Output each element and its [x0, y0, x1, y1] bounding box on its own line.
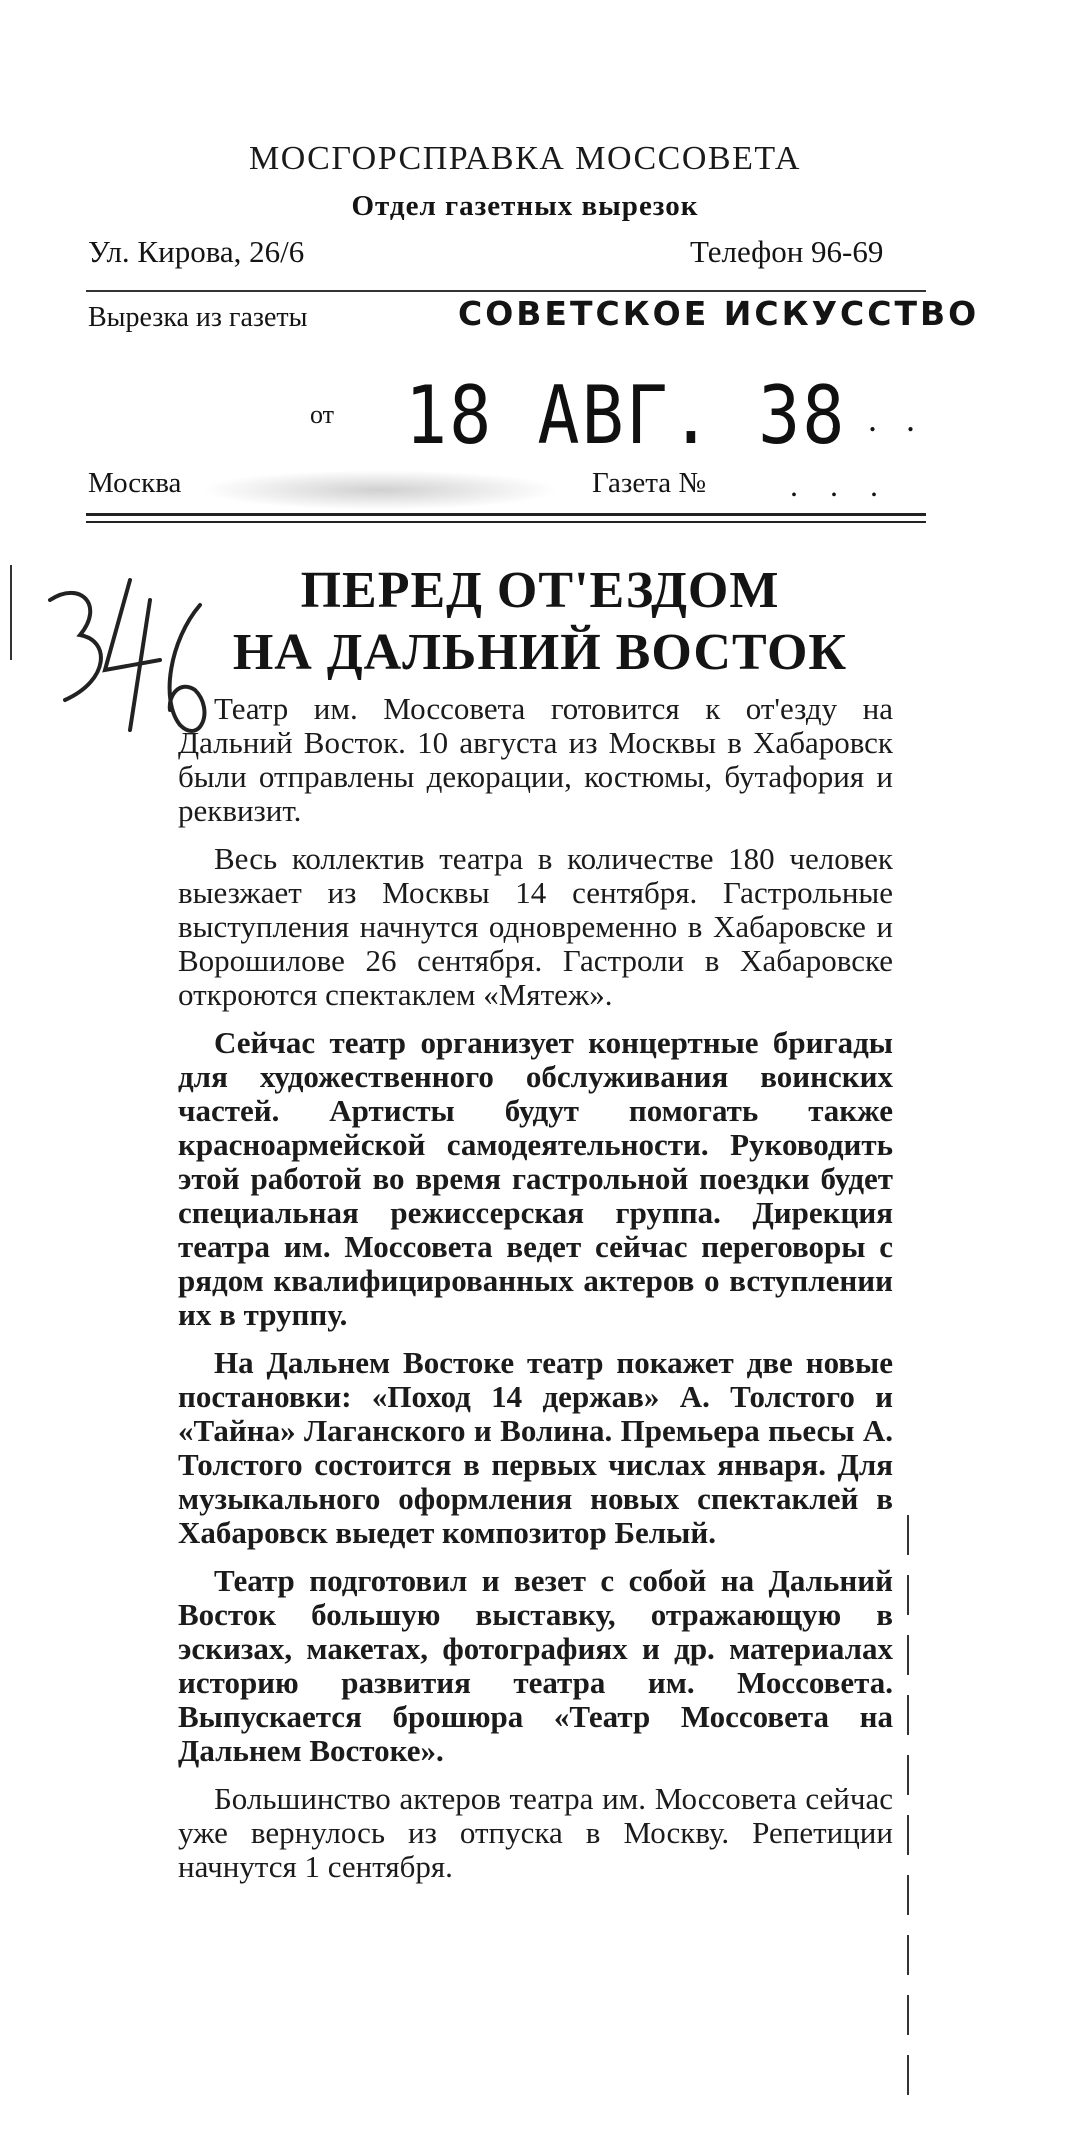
agency-name: МОСГОРСПРАВКА МОССОВЕТА	[248, 140, 801, 177]
article-headline	[180, 560, 900, 684]
article-paragraph: Театр им. Моссовета готовится к от'езду на Дальний Восток. 10 августа из Москвы в Хабаровск были отправлены декорации, костюмы, бутафория и реквизит.	[178, 691, 893, 828]
agency-address: Ул. Кирова, 26/6	[88, 234, 305, 269]
headline-line-1: ПЕРЕД ОТ'ЕЗДОМ	[300, 562, 780, 619]
gazette-number-value: . . .	[790, 467, 890, 503]
article-paragraph: На Дальнем Востоке театр покажет две новые постановки: «Поход 14 держав» А. Толстого и «Тайна» Лаганского и Волина. Премьера пьесы А. Толстого состоится в первых числах января. Для музыкального оформления новых спектаклей в Хабаровск выедет композитор Белый.	[178, 1345, 893, 1550]
clipping-edge-mark	[907, 1515, 909, 2115]
date-from-label: от	[310, 400, 335, 429]
article-paragraph: Большинство актеров театра им. Моссовета сейчас уже вернулось из отпуска в Москву. Репетиции начнутся 1 сентября.	[178, 1781, 893, 1884]
scan-smudge	[200, 470, 560, 510]
header-double-rule-bottom	[86, 521, 926, 523]
header-divider	[86, 290, 926, 292]
gazette-number-label: Газета №	[592, 467, 707, 499]
department-name: Отдел газетных вырезок	[351, 190, 699, 222]
date-stamp: 18 АВГ. 38	[405, 368, 847, 463]
article-paragraph: Театр подготовил и везет с собой на Дальний Восток большую выставку, отражающую в эскизах, макетах, фотографиях и др. материалах историю развития театра им. Моссовета. Выпускается брошюра «Театр Моссовета на Дальнем Востоке».	[178, 1563, 893, 1768]
article-paragraph: Сейчас театр организует концертные бригады для художественного обслуживания воинских частей. Артисты будут помогать также красноармейской самодеятельности. Руководить этой работой во время гастрольной поездки будет специальная режиссерская группа. Дирекция театра им. Моссовета ведет сейчас переговоры с рядом квалифицированных актеров о вступлении их в труппу.	[178, 1025, 893, 1332]
header-double-rule-top	[86, 513, 926, 516]
newspaper-title: СОВЕТСКОЕ ИСКУССТВО	[458, 294, 980, 333]
clip-source-label: Вырезка из газеты	[88, 302, 308, 333]
date-stamp-dots: . . .	[830, 399, 925, 439]
article-body	[178, 692, 893, 1898]
city-label: Москва	[88, 467, 182, 499]
article-paragraph: Весь коллектив театра в количестве 180 человек выезжает из Москвы 14 сентября. Гастрольные выступления начнутся одновременно в Хабаровске и Ворошилове 26 сентября. Гастроли в Хабаровске откроются спектаклем «Мятеж».	[178, 841, 893, 1012]
headline-line-2: НА ДАЛЬНИЙ ВОСТОК	[232, 624, 848, 681]
agency-phone: Телефон 96-69	[690, 234, 884, 269]
